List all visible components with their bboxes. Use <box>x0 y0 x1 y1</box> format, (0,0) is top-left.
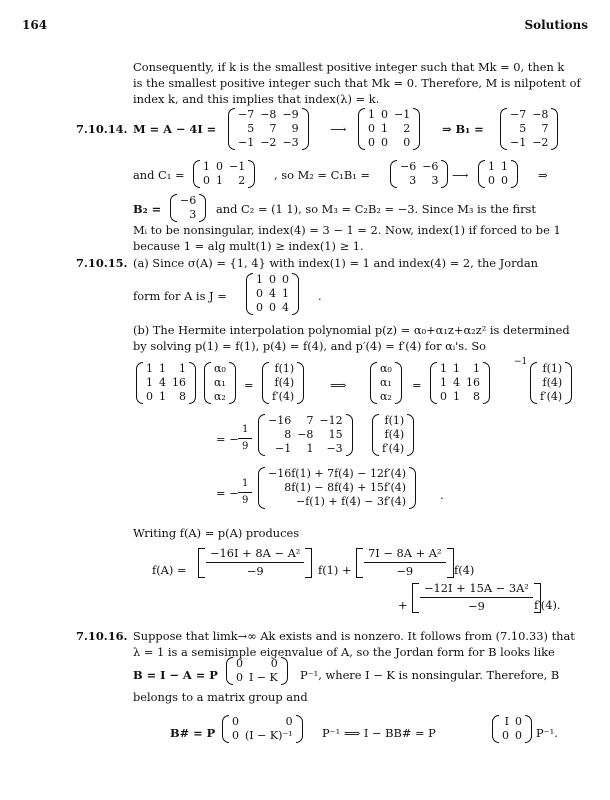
equals-minus: = − <box>216 486 239 500</box>
matrix-cell: (I − K)⁻¹ <box>245 728 293 742</box>
matrix <box>492 715 532 743</box>
matrix-cell: 0 <box>515 714 522 728</box>
matrix-cell: f′(4) <box>272 389 295 403</box>
denominator: −9 <box>396 564 414 579</box>
matrix-cell: 1 <box>282 286 289 300</box>
matrix-cell: −3 <box>326 441 343 455</box>
text-line: λ = 1 is a semisimple eigenvalue of A, so the Jordan form for B looks like <box>133 645 555 659</box>
plus-sign: + <box>398 598 408 612</box>
matrix-cell: 1 <box>179 361 186 375</box>
matrix <box>258 414 353 456</box>
vector <box>530 362 572 404</box>
text-line: Writing f(A) = p(A) produces <box>133 526 300 540</box>
matrix-cell: −12 <box>319 413 343 427</box>
numerator: −12I + 15A − 3A² <box>420 583 533 598</box>
matrix-cell: f(4) <box>542 375 563 389</box>
text-line: Suppose that limk→∞ Ak exists and is nonzero. It follows from (7.10.33) that <box>133 629 575 643</box>
matrix-cell: 0 <box>440 389 447 403</box>
equation-text: B = I − A = P <box>133 668 218 682</box>
matrix-cell: f(1) <box>384 413 405 427</box>
denominator: 9 <box>242 441 249 452</box>
equation-text: B₂ = <box>133 202 162 216</box>
matrix-cell: f(4) <box>274 375 295 389</box>
matrix-cell: 5 <box>519 121 527 135</box>
matrix-cell: 5 <box>247 121 255 135</box>
matrix-cell: 0 <box>270 656 278 670</box>
matrix-cell: I <box>504 714 509 728</box>
matrix <box>358 108 420 150</box>
matrix-cell: 4 <box>159 375 166 389</box>
equation-text: , so M₂ = C₁B₁ = <box>274 168 370 182</box>
matrix-cell: −1 <box>238 135 255 149</box>
matrix-cell: −7 <box>238 107 255 121</box>
running-header: Solutions <box>524 18 588 32</box>
matrix-cell: 1 <box>159 361 166 375</box>
vector <box>370 362 402 404</box>
matrix-cell: 1 <box>146 361 153 375</box>
matrix <box>170 194 206 222</box>
matrix-cell: 0 <box>146 389 153 403</box>
matrix-cell: 0 <box>236 670 243 684</box>
matrix-cell: 0 <box>403 135 411 149</box>
matrix-cell: 16 <box>466 375 480 389</box>
matrix <box>136 362 196 404</box>
matrix-cell: 0 <box>285 714 293 728</box>
matrix-cell: 8 <box>284 427 292 441</box>
denominator: −9 <box>246 564 264 579</box>
matrix-cell: −7 <box>510 107 527 121</box>
matrix-cell: 8 <box>473 389 480 403</box>
fraction <box>238 479 252 506</box>
matrix-cell: 16 <box>172 375 186 389</box>
matrix-cell: α₂ <box>380 389 392 403</box>
matrix-cell: −1 <box>275 441 292 455</box>
matrix-cell: f(1) <box>274 361 295 375</box>
matrix-cell: 0 <box>236 656 243 670</box>
vector <box>258 467 416 509</box>
text-line: is the smallest positive integer such that Mk = 0. Therefore, M is nilpotent of <box>133 76 581 90</box>
matrix-cell: f′(4) <box>382 441 405 455</box>
numerator: 7I − 8A + A² <box>364 548 446 563</box>
matrix-cell: 0 <box>232 714 239 728</box>
matrix-cell: 1 <box>216 173 223 187</box>
denominator: −9 <box>468 599 485 614</box>
matrix-cell: −2 <box>532 135 549 149</box>
matrix-cell: −16 <box>268 413 292 427</box>
equation-text: ⇒ B₁ = <box>442 122 484 136</box>
text-line: P⁻¹, where I − K is nonsingular. Therefore, B <box>300 668 560 682</box>
matrix-cell: I − K <box>249 670 278 684</box>
matrix-cell: 3 <box>409 173 417 187</box>
matrix-cell: −6 <box>180 193 197 207</box>
matrix-cell: α₁ <box>380 375 392 389</box>
matrix-cell: 1 <box>368 107 375 121</box>
matrix-cell: 2 <box>238 173 246 187</box>
matrix-cell: 0 <box>269 300 276 314</box>
equals-minus: = − <box>216 432 239 446</box>
matrix <box>430 362 490 404</box>
matrix-cell: 7 <box>541 121 549 135</box>
bracket-term <box>198 548 312 578</box>
matrix-cell: −9 <box>282 107 299 121</box>
matrix-cell: 9 <box>291 121 299 135</box>
equation-lhs: M = A − 4I = <box>133 122 217 136</box>
vector <box>372 414 414 456</box>
matrix-cell: 1 <box>501 159 508 173</box>
matrix-cell: 1 <box>473 361 480 375</box>
bracket-term <box>412 583 541 613</box>
matrix-cell: 4 <box>269 286 276 300</box>
matrix <box>228 108 309 150</box>
matrix-cell: 1 <box>381 121 388 135</box>
exercise-label: 7.10.14. <box>76 122 128 136</box>
text-line: because 1 = alg mult(1) ≥ index(1) ≥ 1. <box>133 239 364 253</box>
matrix-cell: 1 <box>488 159 495 173</box>
matrix-cell: −3 <box>282 135 299 149</box>
matrix-cell: 1 <box>440 375 447 389</box>
text-line: Mᵢ to be nonsingular, index(4) = 3 − 1 = 2. Now, index(1) if forced to be 1 <box>133 223 561 237</box>
numerator: −16I + 8A − A² <box>206 548 304 563</box>
matrix-cell: −8 <box>260 107 277 121</box>
matrix-cell: 3 <box>189 207 197 221</box>
arrow: ⟶ <box>330 122 347 136</box>
matrix-cell: 0 <box>501 173 508 187</box>
page-number: 164 <box>22 18 48 32</box>
matrix-cell: 2 <box>403 121 411 135</box>
matrix-cell: 15 <box>328 427 343 441</box>
equation-lhs: f(A) = <box>152 563 187 577</box>
matrix-cell: −16f(1) + 7f(4) − 12f′(4) <box>268 466 407 480</box>
matrix-cell: −2 <box>260 135 277 149</box>
matrix-cell: f(4) <box>384 427 405 441</box>
text-line: index k, and this implies that index(λ) = k. <box>133 92 380 106</box>
matrix-cell: 0 <box>216 159 223 173</box>
matrix-cell: f(1) <box>542 361 563 375</box>
matrix-cell: 4 <box>282 300 289 314</box>
text-line: Consequently, if k is the smallest positive integer such that Mk = 0, then k <box>133 60 565 74</box>
equation-text: and C₁ = <box>133 168 185 182</box>
matrix-cell: 1 <box>159 389 166 403</box>
equation-text: P⁻¹. <box>536 726 558 740</box>
matrix-cell: α₂ <box>214 389 226 403</box>
matrix-cell: 1 <box>256 272 263 286</box>
text-line: and C₂ = (1 1), so M₃ = C₂B₂ = −3. Since M₃ is the first <box>216 202 536 216</box>
matrix-cell: −1 <box>229 159 246 173</box>
matrix-cell: 0 <box>515 728 522 742</box>
numerator: 1 <box>238 425 252 439</box>
matrix-cell: 0 <box>488 173 495 187</box>
equation-text: f′(4). <box>534 598 561 612</box>
vector <box>204 362 236 404</box>
matrix-cell: −8 <box>532 107 549 121</box>
matrix <box>478 160 518 188</box>
matrix-cell: 7 <box>306 413 314 427</box>
equation-text: B# = P <box>170 726 216 740</box>
matrix-cell: α₁ <box>214 375 226 389</box>
text-line: (a) Since σ(A) = {1, 4} with index(1) = 1 and index(4) = 2, the Jordan <box>133 256 538 270</box>
matrix-cell: 3 <box>431 173 439 187</box>
period: . <box>318 289 322 303</box>
matrix <box>246 273 299 315</box>
equals-sign: = <box>244 378 254 392</box>
matrix-cell: 0 <box>381 135 388 149</box>
period: . <box>440 488 444 502</box>
matrix-cell: 0 <box>269 272 276 286</box>
equation-text: f(1) + <box>318 563 352 577</box>
implies-symbol: ⟹ <box>330 378 347 392</box>
matrix-cell: −f(1) + f(4) − 3f′(4) <box>296 494 407 508</box>
matrix-cell: α₀ <box>214 361 226 375</box>
matrix-cell: 1 <box>306 441 314 455</box>
text-line: (b) The Hermite interpolation polynomial p(z) = α₀+α₁z+α₂z² is determined <box>133 323 570 337</box>
text-line: by solving p(1) = f(1), p(4) = f(4), and p′(4) = f′(4) for αᵢ's. So <box>133 339 487 353</box>
matrix <box>500 108 558 150</box>
matrix-cell: −6 <box>400 159 417 173</box>
bracket-term <box>356 548 454 578</box>
matrix-cell: 8f(1) − 8f(4) + 15f′(4) <box>284 480 407 494</box>
matrix-cell: 0 <box>256 300 263 314</box>
matrix-cell: −6 <box>422 159 439 173</box>
matrix-cell: 0 <box>256 286 263 300</box>
matrix-cell: α₀ <box>380 361 392 375</box>
matrix-cell: 0 <box>502 728 509 742</box>
matrix <box>226 657 288 685</box>
matrix-cell: 1 <box>453 389 460 403</box>
text-line: form for A is J = <box>133 289 227 303</box>
implies-symbol: ⇒ <box>538 168 548 182</box>
denominator: 9 <box>242 495 249 506</box>
matrix <box>222 715 303 743</box>
matrix-cell: 0 <box>381 107 388 121</box>
matrix-cell: 4 <box>453 375 460 389</box>
matrix-cell: 1 <box>440 361 447 375</box>
equation-text: f(4) <box>454 563 475 577</box>
inverse-superscript: −1 <box>514 357 528 367</box>
matrix-cell: −1 <box>510 135 527 149</box>
vector <box>262 362 304 404</box>
matrix-cell: 0 <box>232 728 239 742</box>
equals-sign: = <box>412 378 422 392</box>
exercise-label: 7.10.16. <box>76 629 128 643</box>
matrix <box>193 160 255 188</box>
fraction <box>238 425 252 452</box>
matrix-cell: −8 <box>297 427 314 441</box>
matrix-cell: 0 <box>203 173 210 187</box>
matrix-cell: f′(4) <box>540 389 563 403</box>
exercise-label: 7.10.15. <box>76 256 128 270</box>
arrow: ⟶ <box>452 168 469 182</box>
matrix-cell: 0 <box>368 135 375 149</box>
equation-text: P⁻¹ ⟹ I − BB# = P <box>322 726 436 740</box>
matrix-cell: 1 <box>146 375 153 389</box>
numerator: 1 <box>238 479 252 493</box>
matrix-cell: 0 <box>368 121 375 135</box>
matrix <box>390 160 448 188</box>
text-line: belongs to a matrix group and <box>133 690 308 704</box>
matrix-cell: 1 <box>203 159 210 173</box>
matrix-cell: 8 <box>179 389 186 403</box>
matrix-cell: 1 <box>453 361 460 375</box>
matrix-cell: 7 <box>269 121 277 135</box>
matrix-cell: −1 <box>394 107 411 121</box>
matrix-cell: 0 <box>282 272 289 286</box>
